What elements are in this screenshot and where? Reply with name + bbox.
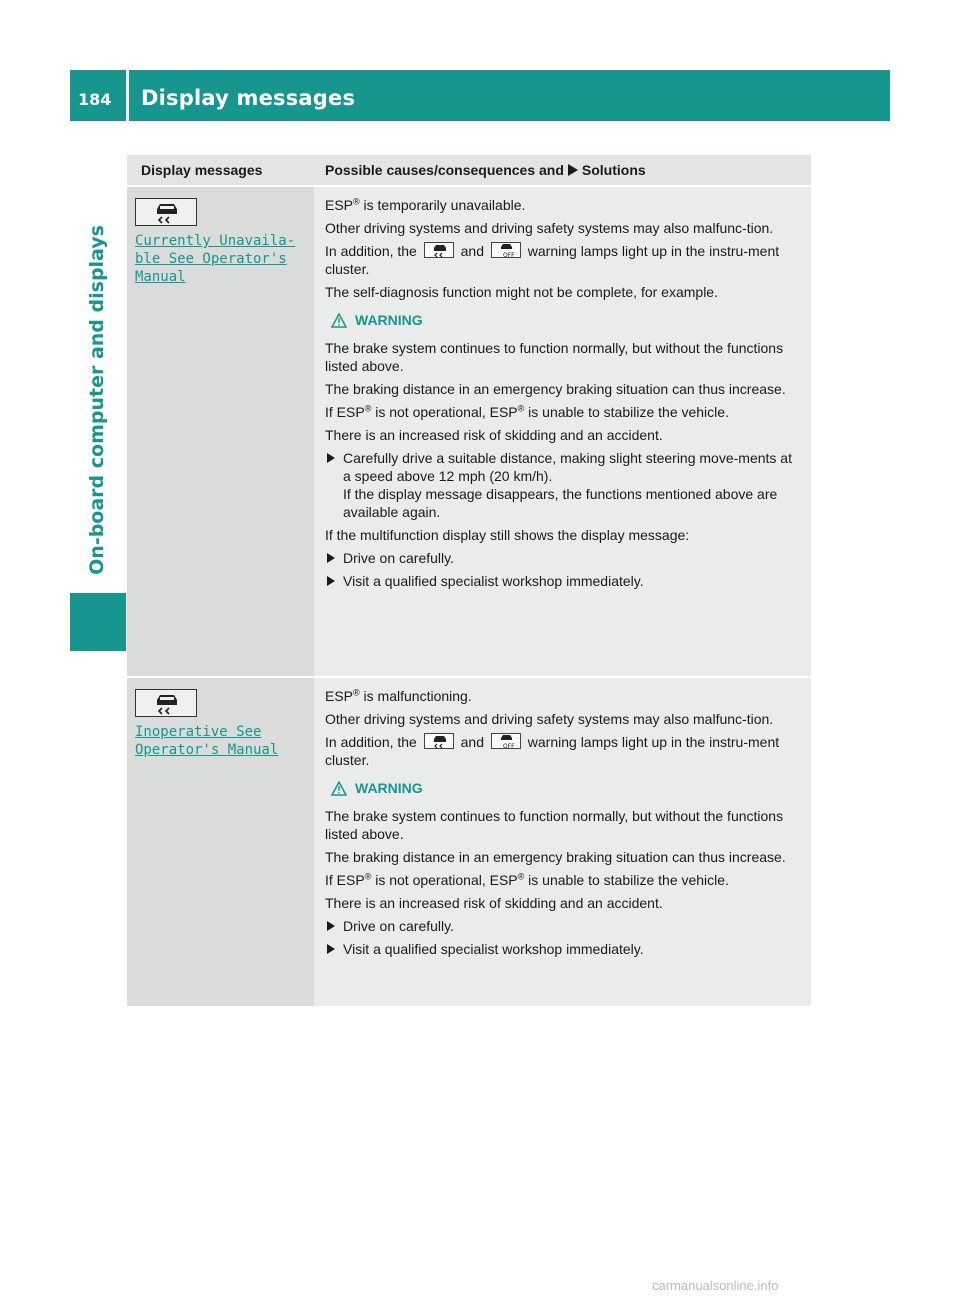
warning-triangle-icon [331,313,347,328]
side-tab-label: On-board computer and displays [86,225,108,575]
esp-status-line [325,687,801,705]
esp-off-lamp-icon [491,733,521,749]
step-text: Drive on carefully. [343,918,455,934]
causes-solutions-cell [314,678,811,1006]
other-systems-text: Other driving systems and driving safety systems may also malfunc-tion. [325,711,774,727]
instruction-step [325,549,801,567]
step-text: Visit a qualified specialist workshop immediately. [343,941,644,957]
step-result-text: If the display message disappears, the functions mentioned above are available again. [343,486,778,520]
column-header-solutions [314,155,811,185]
step-arrow-icon [327,576,335,586]
esp-status-line [325,196,801,214]
warning-label: WARNING [355,780,423,796]
causes-solutions-cell [314,187,811,676]
warning-heading [331,779,801,797]
step-arrow-icon [327,453,335,463]
display-messages-table [127,155,811,1008]
registered-mark: ® [517,403,525,414]
brake-system-text: The brake system continues to function normally, but without the functions listed above. [325,340,784,374]
side-tab-marker [70,593,126,651]
self-diagnosis-text: The self-diagnosis function might not be complete, for example. [325,284,718,300]
warning-lamps-text [325,733,801,769]
step-arrow-icon [327,553,335,563]
esp-lamp-icon [424,733,454,749]
instruction-step [325,940,801,958]
registered-mark: ® [364,871,372,882]
step-arrow-icon [327,944,335,954]
column-header-prefix: Possible causes/consequences and [325,162,564,178]
page-number: 184 [78,90,112,109]
other-systems-text: Other driving systems and driving safety systems may also malfunc-tion. [325,220,774,236]
esp-op-a: If ESP [325,404,365,420]
step-text: Visit a qualified specialist workshop immediately. [343,573,644,589]
header-divider [126,70,129,121]
registered-mark: ® [364,403,372,414]
esp-label: ESP [325,688,354,704]
esp-not-operational-text [325,871,801,889]
esp-skid-car-icon [135,689,197,717]
and-text: and [460,243,484,259]
in-addition-text: In addition, the [325,734,417,750]
display-message-cell [127,187,314,676]
warning-triangle-icon [331,781,347,796]
esp-not-operational-text [325,403,801,421]
warning-lamps-text [325,242,801,278]
esp-op-a: If ESP [325,872,365,888]
esp-op-b: is not operational, ESP [375,872,518,888]
esp-label: ESP [325,197,354,213]
esp-op-c: is unable to stabilize the vehicle. [528,404,729,420]
watermark: carmanualsonline.info [652,1278,779,1293]
esp-op-c: is unable to stabilize the vehicle. [528,872,729,888]
display-message-cell [127,678,314,1006]
esp-op-b: is not operational, ESP [375,404,518,420]
still-shows-text: If the multifunction display still shows the display message: [325,527,690,543]
registered-mark: ® [353,196,360,207]
table-row [127,187,811,678]
table-row [127,678,811,1008]
display-message-text: Inoperative See Operator's Manual [135,724,279,758]
column-header-display-messages: Display messages [141,162,263,178]
esp-skid-car-icon [135,198,197,226]
play-arrow-icon [568,164,578,176]
warning-label: WARNING [355,312,423,328]
esp-off-lamp-icon [491,242,521,258]
instruction-step [325,449,801,521]
instruction-step [325,917,801,935]
table-header [127,155,811,187]
display-message-text: Currently Unavaila- ble See Operator's Manual [135,233,296,285]
page-title: Display messages [141,86,356,110]
step-text: Drive on carefully. [343,550,455,566]
lamps-text: warning lamps light up in the instru-ment cluster. [325,243,780,277]
instruction-step [325,572,801,590]
braking-distance-text: The braking distance in an emergency braking situation can thus increase. [325,849,786,865]
off-label: OFF [502,252,515,259]
in-addition-text: In addition, the [325,243,417,259]
registered-mark: ® [517,871,525,882]
esp-lamp-icon [424,242,454,258]
off-label: OFF [502,743,515,750]
esp-status-text: is malfunctioning. [363,688,472,704]
esp-status-text: is temporarily unavailable. [363,197,526,213]
brake-system-text: The brake system continues to function normally, but without the functions listed above. [325,808,784,842]
braking-distance-text: The braking distance in an emergency braking situation can thus increase. [325,381,786,397]
step-arrow-icon [327,921,335,931]
step-text: Carefully drive a suitable distance, making slight steering move-ments at a speed above 12 mph (20 km/h). [343,450,792,484]
lamps-text: warning lamps light up in the instru-ment cluster. [325,734,780,768]
warning-heading [331,311,801,329]
column-header-suffix: Solutions [581,162,646,178]
skidding-risk-text: There is an increased risk of skidding and an accident. [325,427,663,443]
skidding-risk-text: There is an increased risk of skidding and an accident. [325,895,663,911]
and-text: and [460,734,484,750]
registered-mark: ® [353,687,360,698]
